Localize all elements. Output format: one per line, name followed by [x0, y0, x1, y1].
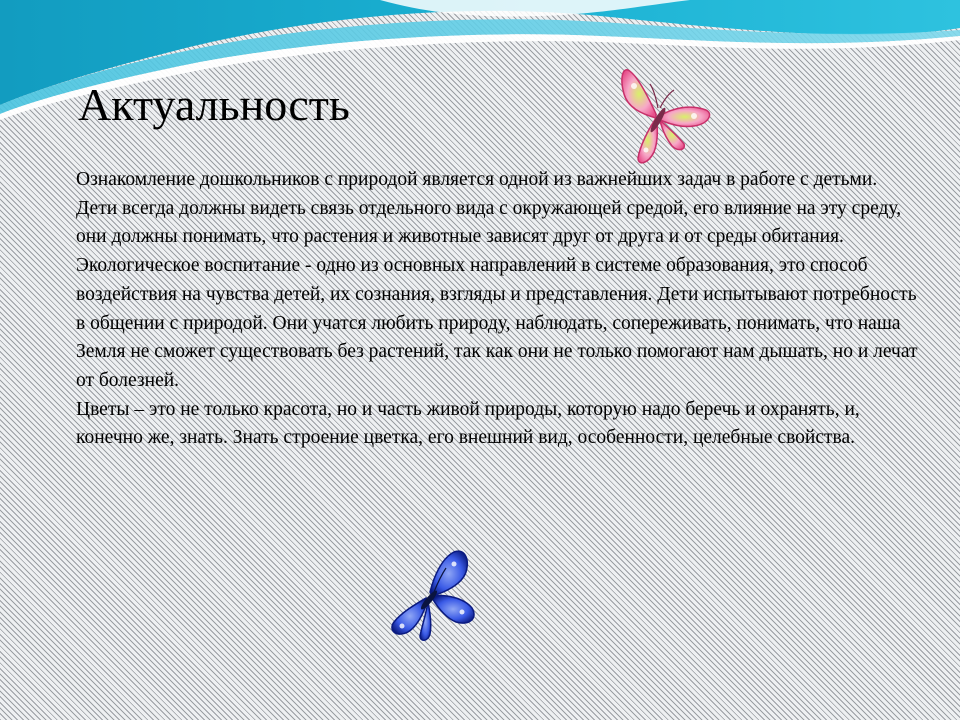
butterfly-icon: [598, 62, 718, 170]
paragraph-flowers: Цветы – это не только красота, но и часть живой природы, которую надо беречь и охранять, и, конечно же, знать. Знать строение цветка, его внешний вид, особенности, целебные свойства.: [76, 398, 860, 449]
paragraph-introduction: Ознакомление дошкольников с природой является одной из важнейших задач в работе с детьми. Дети всегда должны видеть связь отдельного вида с окружающей средой, его влияние на эту среду, они должны понимать, что растения и животные зависят друг от друга и от среды обитания.: [76, 169, 902, 248]
body-text: [76, 166, 921, 453]
paragraph-ecological-education: Экологическое воспитание - одно из основных направлений в системе образования, это способ воздействия на чувства детей, их сознания, взгляды и представления. Дети испытывают потребность в общении с природой. Они учатся любить природу, наблюдать, сопереживать, понимать, что наша Земля не сможет существовать без растений, так как они не только помогают нам дышать, но и лечат от болезней.: [76, 255, 918, 391]
slide-title: Актуальность: [78, 79, 350, 130]
butterfly-icon: [380, 548, 480, 646]
